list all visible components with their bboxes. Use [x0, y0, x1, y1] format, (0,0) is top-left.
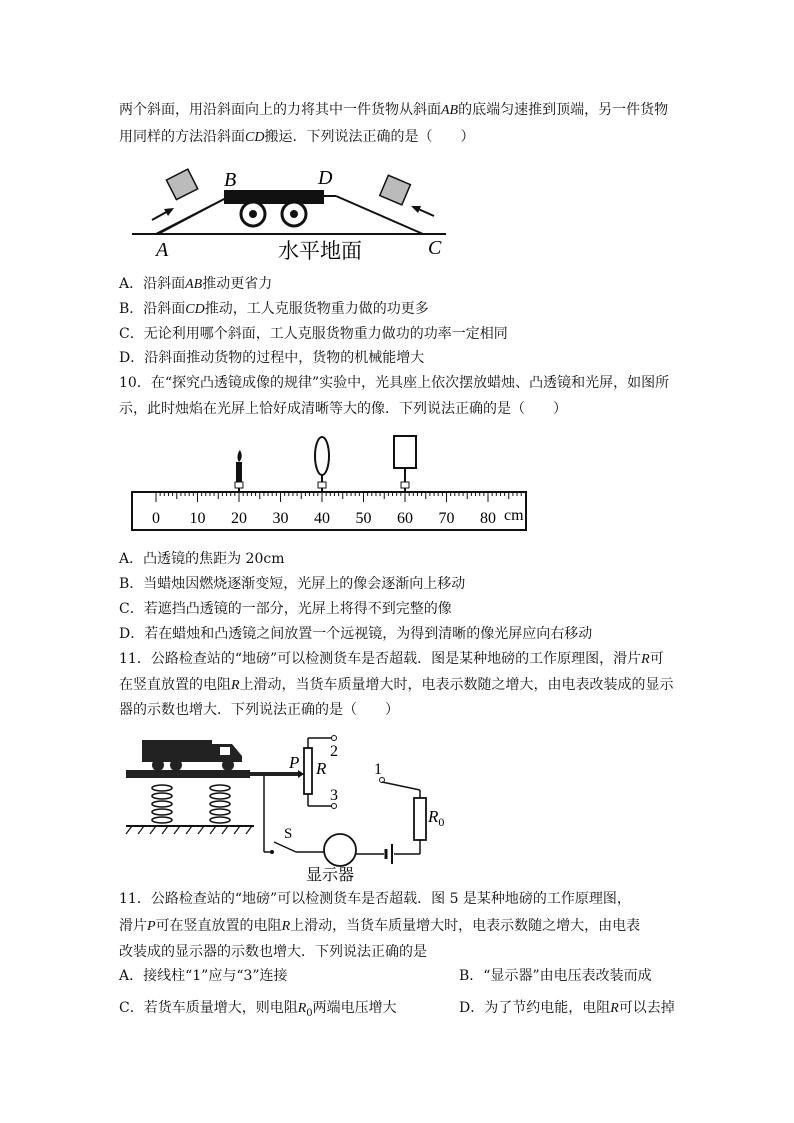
truck	[142, 740, 242, 771]
box-left	[166, 169, 197, 199]
q11a-stem-line1: 11．公路检查站的“地磅”可以检测货车是否超载．图是某种地磅的工作原理图，滑片R可	[119, 651, 664, 667]
q9-stem-line2: 用同样的方法沿斜面CD搬运．下列说法正确的是（ ）	[119, 129, 475, 145]
pointer-rod	[250, 772, 298, 776]
box-right	[380, 175, 411, 205]
q11b-option-b: B．“显示器”由电压表改装而成	[459, 968, 652, 984]
spring-left	[152, 785, 172, 823]
q9-option-c: C．无论利用哪个斜面，工人克服货物重力做功的功率一定相同	[119, 326, 508, 342]
q11b-stem-line1: 11．公路检查站的“地磅”可以检测货车是否超载．图 5 是某种地磅的工作原理图，	[119, 891, 631, 907]
q9-stem-line1: 两个斜面，用沿斜面向上的力将其中一件货物从斜面AB的底端匀速推到顶端，另一件货物	[119, 102, 669, 118]
q11b-stem-line2: 滑片P可在竖直放置的电阻R上滑动，当货车质量增大时，电表示数随之增大，由电表	[119, 918, 641, 934]
cart-body	[224, 190, 324, 204]
label-3: 3	[330, 787, 338, 804]
q10-stem-line2: 示，此时烛焰在光屏上恰好成清晰等大的像．下列说法正确的是（ ）	[119, 401, 567, 417]
q10-option-c: C．若遮挡凸透镜的一部分，光屏上将得不到完整的像	[119, 601, 452, 617]
switch-S	[274, 842, 296, 852]
ruler-tick-label: 70	[438, 510, 455, 527]
display-meter	[324, 834, 356, 866]
light-screen	[394, 436, 416, 492]
q11b-option-c: C．若货车质量增大，则电阻$R_0$两端电压增大	[119, 1000, 397, 1019]
q11b-option-d: D．为了节约电能，电阻R可以去掉	[459, 1000, 675, 1016]
q11a-stem-line3: 器的示数也增大．下列说法正确的是（ ）	[119, 702, 399, 718]
label-D: D	[318, 167, 333, 189]
label-P: P	[289, 753, 300, 772]
unit-label: cm	[504, 507, 524, 524]
label-S: S	[284, 826, 293, 842]
candle	[235, 450, 243, 492]
label-A: A	[156, 239, 169, 260]
q9-option-d: D．沿斜面推动货物的过程中，货物的机械能增大	[119, 350, 425, 366]
inclined-plane-figure	[128, 166, 448, 260]
ground-label: 水平地面	[278, 239, 362, 260]
weighing-platform	[126, 770, 250, 778]
ruler-tick-labels	[152, 510, 496, 527]
ruler-tick-label: 20	[231, 510, 247, 527]
ruler-tick-label: 50	[355, 510, 372, 527]
ruler-tick-label: 60	[397, 510, 413, 527]
q10-option-a: A．凸透镜的焦距为 20cm	[119, 551, 285, 567]
q10-option-d: D．若在蜡烛和凸透镜之间放置一个远视镜，为得到清晰的像光屏应向右移动	[119, 626, 593, 642]
q11b-option-a: A．接线柱“1”应与“3”连接	[119, 968, 288, 984]
label-C: C	[428, 237, 442, 259]
terminal-2	[332, 736, 337, 741]
terminal-3	[332, 804, 337, 809]
q9-option-a: A．沿斜面AB推动更省力	[119, 276, 273, 292]
q10-stem-line1: 10．在“探究凸透镜成像的规律”实验中，光具座上依次摆放蜡烛、凸透镜和光屏，如图所	[119, 375, 670, 391]
ruler-tick-label: 30	[272, 510, 289, 527]
q10-option-b: B．当蜡烛因燃烧逐渐变短，光屏上的像会逐渐向上移动	[119, 576, 466, 592]
resistor-R	[304, 748, 312, 794]
label-2: 2	[330, 743, 338, 760]
ruler-tick-label: 0	[152, 510, 160, 527]
ruler-tick-label: 80	[480, 510, 496, 527]
q9-option-b: B．沿斜面CD推动，工人克服货物重力做的功更多	[119, 301, 429, 317]
label-1: 1	[374, 761, 382, 778]
spring-right	[210, 785, 230, 823]
convex-lens	[315, 437, 329, 492]
q11b-stem-line3: 改装成的显示器的示数也增大．下列说法正确的是	[119, 944, 427, 960]
label-R: R	[316, 759, 327, 778]
display-label: 显示器	[306, 867, 355, 882]
ruler-tick-label: 10	[189, 510, 206, 527]
resistor-R0	[414, 798, 426, 840]
optical-bench-figure	[128, 432, 530, 534]
label-R0: $R_0$	[428, 807, 445, 829]
ruler-tick-label: 40	[314, 510, 330, 527]
label-B: B	[224, 169, 237, 191]
weighbridge-circuit-figure	[124, 730, 474, 882]
q11a-stem-line2: 在竖直放置的电阻R上滑动，当货车质量增大时，电表示数随之增大，由电表改装成的显示	[119, 677, 674, 693]
ground-hatching	[126, 826, 252, 834]
